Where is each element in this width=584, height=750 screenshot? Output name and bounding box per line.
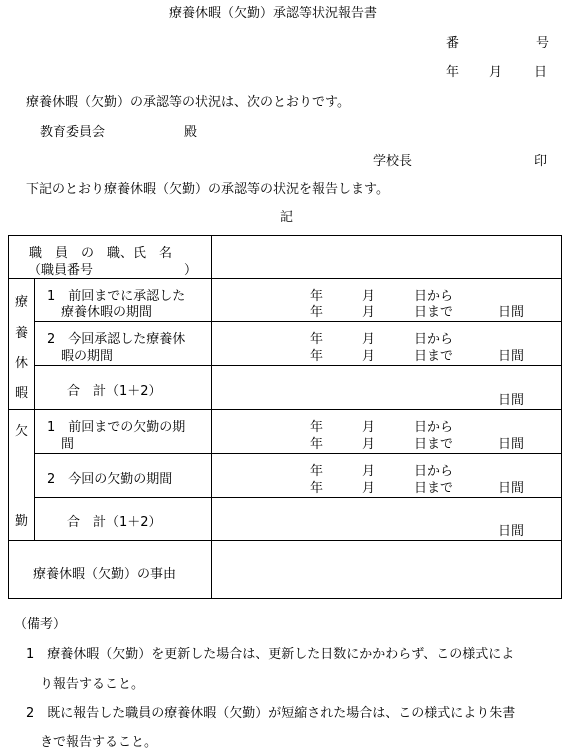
- table-border: [34, 497, 561, 498]
- date-month: 月: [489, 65, 503, 80]
- absence-current-label: 2 今回の欠勤の期間: [47, 472, 173, 487]
- honorific: 殿: [184, 125, 198, 140]
- date-year: 年: [446, 65, 460, 80]
- leave-side-char: 養: [15, 326, 29, 341]
- table-border: [561, 235, 562, 599]
- leave-previous-label: 療養休暇の期間: [61, 305, 153, 320]
- seal-mark: 印: [534, 154, 548, 169]
- leave-side-char: 暇: [15, 386, 29, 401]
- document-title: 療養休暇（欠勤）承認等状況報告書: [169, 6, 378, 21]
- table-border: [211, 235, 212, 599]
- intro-text: 療養休暇（欠勤）の承認等の状況は、次のとおりです。: [26, 95, 350, 110]
- days-label: 日間: [498, 305, 525, 320]
- table-border: [34, 365, 561, 366]
- number-label: 番: [446, 36, 460, 51]
- number-suffix: 号: [536, 36, 550, 51]
- absence-previous-label: 1 前回までの欠勤の期: [47, 420, 186, 435]
- period-from: 年 月 日から: [310, 332, 454, 347]
- ki-label: 記: [280, 210, 294, 225]
- table-border: [34, 321, 561, 322]
- leave-current-label: 2 今回承認した療養休: [47, 332, 186, 347]
- period-to: 年 月 日まで: [310, 437, 454, 452]
- principal-label: 学校長: [373, 154, 413, 169]
- period-to: 年 月 日まで: [310, 349, 454, 364]
- table-border: [8, 235, 9, 599]
- table-border: [8, 598, 561, 599]
- period-from: 年 月 日から: [310, 464, 454, 479]
- note-item: り報告すること。: [40, 677, 145, 692]
- days-label: 日間: [498, 481, 525, 496]
- table-border: [34, 278, 35, 540]
- note-item: 1 療養休暇（欠勤）を更新した場合は、更新した日数にかかわらず、この様式によ: [26, 647, 515, 662]
- days-label: 日間: [498, 349, 525, 364]
- period-from: 年 月 日から: [310, 289, 454, 304]
- addressee: 教育委員会: [40, 125, 106, 140]
- leave-side-char: 休: [15, 356, 29, 371]
- leave-previous-label: 1 前回までに承認した: [47, 289, 186, 304]
- notes-heading: （備考）: [14, 617, 67, 632]
- table-border: [8, 278, 561, 279]
- period-to: 年 月 日まで: [310, 305, 454, 320]
- days-label: 日間: [498, 437, 525, 452]
- absence-total-label: 合 計（1＋2）: [67, 515, 162, 530]
- table-border: [34, 453, 561, 454]
- table-border: [8, 409, 561, 410]
- leave-total-label: 合 計（1＋2）: [67, 384, 162, 399]
- period-to: 年 月 日まで: [310, 481, 454, 496]
- table-border: [8, 540, 561, 541]
- note-item: 2 既に報告した職員の療養休暇（欠勤）が短縮された場合は、この様式により朱書: [26, 706, 516, 721]
- staff-number-label: （職員番号 ）: [28, 263, 198, 278]
- note-item: きで報告すること。: [40, 735, 158, 750]
- days-label: 日間: [498, 524, 525, 539]
- table-border: [8, 235, 561, 236]
- absence-side-char: 勤: [15, 514, 29, 529]
- report-sentence: 下記のとおり療養休暇（欠勤）の承認等の状況を報告します。: [26, 182, 389, 197]
- leave-current-label: 暇の期間: [61, 349, 114, 364]
- absence-side-char: 欠: [15, 424, 29, 439]
- date-day: 日: [534, 65, 548, 80]
- period-from: 年 月 日から: [310, 420, 454, 435]
- reason-label: 療養休暇（欠勤）の事由: [33, 567, 177, 582]
- days-label: 日間: [498, 393, 525, 408]
- absence-previous-label: 間: [61, 437, 75, 452]
- staff-label: 職 員 の 職、氏 名: [29, 246, 173, 261]
- leave-side-char: 療: [15, 295, 29, 310]
